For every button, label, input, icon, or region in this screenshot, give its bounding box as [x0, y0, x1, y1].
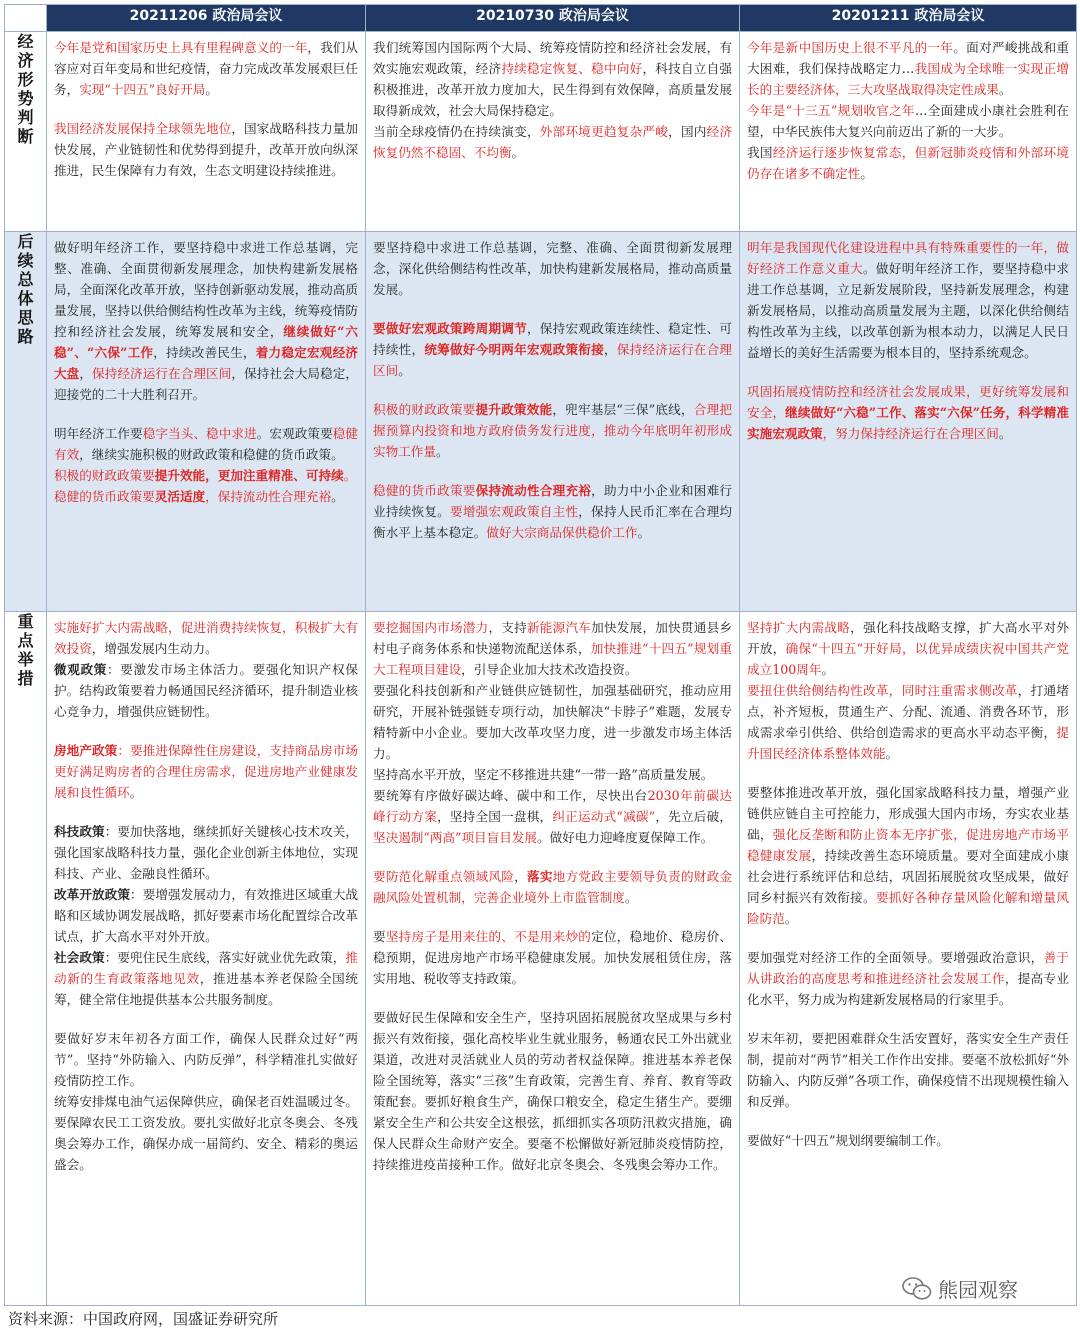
text-run: …全面建成小康社会胜利在望，中华民族伟大复兴向前迈出了新的一大步。 — [747, 103, 1069, 139]
text-run: ，保持宏观政策连续性、稳定性、可持续性， — [373, 321, 733, 357]
text-run: 稳健的货币政策要 — [54, 489, 155, 504]
text-run: 。面对严峻挑战和重大困难，我们保持战略定力… — [747, 40, 1070, 76]
text-run: 做好大宗商品保供稳价工作 — [486, 525, 638, 540]
text-run: ，推进基本养老保险全国统筹，健全常住地提供基本公共服务制度。 — [54, 971, 359, 1007]
column-header-20211206: 20211206 政治局会议 — [47, 5, 366, 32]
text-run: 确保“十四五”开好局，以优异成绩庆祝中国共产党成立100周年 — [747, 641, 1069, 677]
row-label-char: 势 — [17, 89, 34, 108]
paragraph — [373, 866, 732, 908]
text-run: 。做好电力迎峰度夏保障工作。 — [537, 830, 714, 845]
text-run: 今年是“十三五”规划收官之年 — [747, 103, 915, 118]
text-run: 要做好岁末年初各方面工作，确保人民群众过好“两节”。坚持“外防输入、内防反弹”，科学精准扎实做好疫情防控工作。 — [54, 1031, 358, 1088]
row-label-char: 济 — [17, 51, 34, 70]
text-run: ，努力保持经济运行在合理区间 — [822, 426, 999, 441]
text-run: 。 — [998, 82, 1012, 97]
header-corner — [5, 5, 47, 32]
text-run: 要加强党对经济工作的全面领导。要增强政治意识， — [747, 950, 1044, 965]
cell-situation-20211206 — [47, 32, 366, 232]
text-run: ， — [603, 342, 617, 357]
paragraph — [747, 782, 1069, 929]
text-run: ，继续实施积极的财政政策和稳健的货币政策。 — [79, 447, 344, 462]
text-run: 强化反垄断和防止资本无序扩张，促进房地产市场平稳健康发展 — [747, 827, 1070, 863]
text-run: 外部环境更趋复杂严峻 — [539, 124, 669, 139]
text-run: ，保持人民币汇率在合理均衡水平上基本稳定。 — [373, 504, 733, 540]
text-run: 明年经济工作要 — [54, 426, 143, 441]
paragraph — [54, 617, 358, 659]
text-run: 。 — [398, 363, 411, 378]
paragraph — [373, 764, 732, 785]
text-run: 要做好民生保障和安全生产，坚持巩固拓展脱贫攻坚成果与乡村振兴有效衔接，强化高校毕业生就业服务，畅通农民工外出就业渠道，改进对灵活就业人员的劳动者权益保障。推进基本养老保险全国统筹，落实“三孩”生育政策，完善生育、养育、教育等政策配套。要抓好粮食生产，确保口粮安全，稳定生猪生产。要绷紧安全生产和公共安全这根弦，抓细抓实各项防汛救灾措施，确保人民群众生命财产安全。要毫不松懈做好新冠肺炎疫情防控，持续推进疫苗接种工作。做好北京冬奥会、冬残奥会筹办工作。 — [373, 1010, 732, 1172]
paragraph-gap — [747, 1010, 1069, 1028]
paragraph — [54, 884, 358, 947]
cell-measures-20201211 — [740, 612, 1077, 1306]
text-run: 科技政策 — [54, 824, 105, 839]
text-run: 灵活适度 — [154, 489, 206, 504]
paragraph — [54, 659, 358, 722]
paragraph — [373, 617, 732, 680]
text-run: ：要推进保障性住房建设，支持商品房市场更好满足购房者的合理住房需求，促进房地产业健康发展和良性循环 — [54, 743, 359, 800]
paragraph-gap — [54, 722, 358, 740]
paragraph — [373, 680, 732, 764]
cell-measures-20211206 — [47, 612, 366, 1306]
text-run: 要坚持稳中求进工作总基调，完整、准确、全面贯彻新发展理念，深化供给侧结构性改革，加快构建新发展格局，推动高质量发展。 — [373, 240, 732, 297]
text-run: ，支持 — [488, 620, 527, 635]
paragraph — [373, 785, 732, 848]
paragraph — [747, 381, 1069, 444]
text-run: 我们统筹国内国际两个大局、统筹疫情防控和经济社会发展，有效实施宏观政策，经济 — [373, 40, 732, 76]
text-run: 微观政策 — [54, 662, 107, 677]
paragraph-gap — [747, 1112, 1069, 1130]
text-run: ，保持流动性合理充裕 — [205, 489, 332, 504]
text-run: 推动新的生育政策落地见效 — [54, 950, 359, 986]
text-run: ，保持社会大局稳定，迎接党的二十大胜利召开。 — [54, 366, 359, 402]
paragraph-gap — [373, 989, 732, 1007]
paragraph — [54, 486, 358, 507]
text-run: ，坚持全国一盘棋， — [437, 809, 553, 824]
text-run: 。 — [998, 426, 1012, 441]
paragraph — [373, 399, 732, 462]
row-label-char: 措 — [17, 669, 34, 688]
wechat-icon — [902, 1276, 932, 1302]
text-run: 当前全球疫情仍在持续演变， — [373, 124, 540, 139]
paragraph — [373, 926, 732, 989]
text-run: 加快发展，加快贯通县乡村电子商务体系和快递物流配送体系， — [373, 620, 733, 656]
paragraph — [54, 1028, 358, 1091]
paragraph — [373, 1007, 732, 1175]
text-run: 提升政策效能 — [475, 402, 553, 417]
text-run: 要做好“十四五”规划纲要编制工作。 — [747, 1133, 949, 1148]
row-label-economic-situation — [5, 32, 47, 232]
text-run: 。 — [860, 166, 873, 181]
text-run: 。 — [784, 911, 798, 926]
text-run: 。 — [129, 785, 143, 800]
text-run: 新能源汽车 — [526, 620, 592, 635]
text-run: ， — [514, 869, 527, 884]
text-run: ，提高专业化水平，努力成为构建新发展格局的行家里手。 — [747, 971, 1070, 1007]
paragraph — [747, 947, 1069, 1010]
text-run: 要增强宏观政策自主性 — [449, 504, 579, 519]
paragraph — [747, 1028, 1069, 1112]
watermark-text: 熊园观察 — [938, 1278, 1018, 1302]
text-run: 要防范化解重点领域风险 — [373, 869, 515, 884]
text-run: 坚持高水平开放，坚定不移推进共建“一带一路”高质量发展。 — [373, 767, 714, 782]
text-run: 实现“十四五”良好开局 — [79, 82, 206, 97]
cell-approach-20210730 — [366, 232, 740, 612]
paragraph — [54, 821, 358, 884]
paragraph — [373, 237, 732, 300]
text-run: ，国内 — [668, 124, 707, 139]
text-run: 。 — [511, 145, 525, 160]
paragraph — [54, 423, 358, 465]
paragraph — [747, 680, 1069, 764]
text-run: 。 — [343, 468, 357, 483]
cell-situation-20210730 — [366, 32, 740, 232]
row-label-char: 续 — [17, 251, 34, 270]
paragraph-gap — [747, 929, 1069, 947]
text-run: 稳健有效 — [54, 426, 359, 462]
text-run: 。 — [331, 489, 344, 504]
text-run: 要强化科技创新和产业链供应链韧性，加强基础研究，推动应用研究，开展补链强链专项行动，加快解决“卡脖子”难题，发展专精特新中小企业。要加大改革攻坚力度，进一步激发市场主体活力。 — [373, 683, 732, 761]
text-run: 要扭住供给侧结构性改革，同时注重需求侧改革 — [747, 683, 1018, 698]
paragraph — [747, 142, 1069, 184]
text-run: 。宏观政策要 — [256, 426, 333, 441]
text-run: ，科技自立自强积极推进，改革开放力度加大，民生得到有效保障，高质量发展取得新成效，社会大局保持稳定。 — [373, 61, 733, 118]
text-run: 保持经济运行在合理区间 — [373, 342, 733, 378]
text-run: ：要激发市场主体活力。要强化知识产权保护。结构政策要着力畅通国民经济循环，提升制造业核心竞争力，增强供应链韧性。 — [54, 662, 359, 719]
paragraph-gap — [373, 848, 732, 866]
paragraph — [54, 118, 358, 181]
text-run: 。 — [205, 82, 219, 97]
row-label-char: 断 — [17, 127, 34, 146]
text-run: 要挖掘国内市场潜力 — [373, 620, 489, 635]
text-run: ，我们从容应对百年变局和世纪疫情，奋力完成改革发展艰巨任务， — [54, 40, 359, 97]
text-run: ，国家战略科技力量加快发展，产业链韧性和优势得到提升，改革开放向纵深推进，民生保障有力有效，生态文明建设持续推进。 — [54, 121, 359, 178]
row-label-char: 后 — [17, 232, 34, 251]
paragraph-gap — [373, 381, 732, 399]
text-run: ，引导企业加大技术改造投资。 — [461, 662, 638, 677]
comparison-table — [4, 4, 1077, 1306]
source-note: 资料来源：中国政府网，国盛证券研究所 — [8, 1310, 279, 1328]
paragraph — [54, 237, 358, 405]
text-run: 提升效能，更加注重精准、可持续 — [154, 468, 344, 483]
row-label-overall-approach — [5, 232, 47, 612]
paragraph — [747, 100, 1069, 142]
paragraph-gap — [54, 803, 358, 821]
text-run: 合理把握预算内投资和地方政府债务发行进度，推动今年底明年初形成实物工作量 — [373, 402, 733, 459]
paragraph-gap — [54, 1010, 358, 1028]
text-run: 。 — [624, 890, 638, 905]
text-run: ，打通堵点，补齐短板，贯通生产、分配、流通、消费各环节，形成需求牵引供给、供给创造需求的更高水平动态平衡， — [747, 683, 1070, 740]
text-run: 经济运行逐步恢复常态，但新冠肺炎疫情和外部环境仍存在诸多不确定性 — [747, 145, 1070, 181]
paragraph-gap — [747, 764, 1069, 782]
text-run: 我国成为全球唯一实现正增长的主要经济体，三大攻坚战取得决定性成果 — [747, 61, 1070, 97]
text-run: 保持流动性合理充裕 — [475, 483, 592, 498]
text-run: 要 — [373, 929, 386, 944]
text-run: ，助力中小企业和困难行业持续恢复。 — [373, 483, 733, 519]
paragraph — [373, 37, 732, 121]
paragraph — [54, 740, 358, 803]
row-label-char: 举 — [17, 650, 34, 669]
text-run: 要统筹有序做好碳达峰、碳中和工作，尽快出台 — [373, 788, 648, 803]
paragraph — [747, 37, 1069, 100]
text-run: 稳健的货币政策要 — [373, 483, 476, 498]
text-run: 要抓好各种存量风险化解和增量风险防范 — [747, 890, 1070, 926]
text-run: 2030年前碳达峰行动方案 — [373, 788, 733, 824]
text-run: ，持续改善生态环境质量。要对全面建成小康社会进行系统评估和总结，巩固拓展脱贫攻坚成果，做好同乡村振兴有效衔接。 — [747, 848, 1070, 905]
text-run: ， — [79, 366, 93, 381]
paragraph-gap — [54, 100, 358, 118]
text-run: 经济恢复仍然不稳固、不均衡 — [373, 124, 733, 160]
text-run: 积极的财政政策要 — [373, 402, 476, 417]
column-header-20201211: 20201211 政治局会议 — [740, 5, 1077, 32]
text-run: 。 — [821, 662, 835, 677]
row-label-char: 判 — [17, 108, 34, 127]
text-run: ，先立后破， — [655, 809, 733, 824]
text-run: ，持续改善民生， — [153, 345, 256, 360]
column-header-20210730: 20210730 政治局会议 — [366, 5, 740, 32]
text-run: 纠正运动式“减碳” — [552, 809, 656, 824]
row-label-char: 总 — [17, 270, 34, 289]
paragraph — [747, 1130, 1069, 1151]
text-run: 今年是党和国家历史上具有里程碑意义的一年 — [54, 40, 308, 55]
text-run: 持续稳定恢复、稳中向好 — [501, 61, 643, 76]
paragraph-gap — [373, 908, 732, 926]
row-label-key-measures — [5, 612, 47, 1306]
paragraph — [373, 318, 732, 381]
paragraph — [54, 1091, 358, 1175]
text-run: 要整体推进改革开放，强化国家战略科技力量，增强产业链供应链自主可控能力，形成强大国内市场，夯实农业基础， — [747, 785, 1069, 842]
text-run: 巩固拓展疫情防控和经济社会发展成果，更好统筹发展和安全， — [747, 384, 1069, 420]
text-run: 要做好宏观政策跨周期调节 — [373, 321, 527, 336]
row-label-char: 点 — [17, 631, 34, 650]
text-run: ，增强发展内生动力。 — [91, 641, 218, 656]
text-run: 做好明年经济工作，要坚持稳中求进工作总基调，完整、准确、全面贯彻新发展理念，加快构建新发展格局，全面深化改革开放，坚持创新驱动发展，推动高质量发展，坚持以供给侧结构性改革为主线，统筹疫情防控和经济社会发展，统筹发展和安全， — [54, 240, 358, 339]
text-run: 。 — [435, 444, 449, 459]
text-run: 。做好明年经济工作，要坚持稳中求进工作总基调，立足新发展阶段，坚持新发展理念，构建新发展格局，以推动高质量发展为主题，以深化供给侧结构性改革为主线，以改革创新为根本动力，以满足人民日益增长的美好生活需要为根本目的，坚持系统观念。 — [747, 261, 1070, 360]
text-run: ，强化科技战略支撑，扩大高水平对外开放， — [747, 620, 1070, 656]
row-label-char: 重 — [17, 612, 34, 631]
cell-approach-20201211 — [740, 232, 1077, 612]
text-run: 。 — [885, 746, 899, 761]
text-run: 房地产政策 — [54, 743, 118, 758]
paragraph-gap — [54, 405, 358, 423]
text-run: 改革开放政策 — [54, 887, 131, 902]
text-run: 落实 — [526, 869, 553, 884]
text-run: 继续做好“六稳”、“六保”工作 — [54, 324, 358, 360]
paragraph — [373, 480, 732, 543]
text-run: 着力稳定宏观经济大盘 — [54, 345, 359, 381]
text-run: 社会政策 — [54, 950, 105, 965]
text-run: 继续做好“六稳”工作、落实“六保”任务，科学精准实施宏观政策 — [747, 405, 1069, 441]
paragraph — [747, 237, 1069, 363]
text-run: 坚持房子是用来住的、不是用来炒的 — [385, 929, 592, 944]
text-run: 积极的财政政策要 — [54, 468, 155, 483]
text-run: 地方党政主要领导负责的财政金融风险处置机制，完善企业境外上市监管制度 — [373, 869, 733, 905]
text-run: 我国 — [747, 145, 773, 160]
text-run: 坚持扩大内需战略 — [747, 620, 851, 635]
cell-situation-20201211 — [740, 32, 1077, 232]
row-label-char: 路 — [17, 327, 34, 346]
text-run: 明年是我国现代化建设进程中具有特殊重要性的一年，做好经济工作意义重大 — [747, 240, 1069, 276]
text-run: 统筹安排煤电油气运保障供应，确保老百姓温暖过冬。要保障农民工工资发放。要扎实做好北京冬奥会、冬残奥会筹办工作，确保办成一届简约、安全、精彩的奥运盛会。 — [54, 1094, 358, 1172]
cell-approach-20211206 — [47, 232, 366, 612]
paragraph — [54, 37, 358, 100]
text-run: ：要兜住民生底线，落实好就业优先政策， — [104, 950, 346, 965]
text-run: 提升国民经济体系整体效能 — [747, 725, 1069, 761]
text-run: 统筹做好今明两年宏观政策衔接 — [424, 342, 604, 357]
paragraph-gap — [373, 462, 732, 480]
text-run: 善于从讲政治的高度思考和推进经济社会发展工作 — [747, 950, 1070, 986]
text-run: 保持经济运行在合理区间 — [92, 366, 232, 381]
paragraph — [373, 121, 732, 163]
text-run: 。 — [637, 525, 651, 540]
text-run: 岁末年初，要把困难群众生活安置好，落实安全生产责任制，提前对“两节”相关工作作出安排。要毫不放松抓好“外防输入、内防反弹”各项工作，确保疫情不出现规模性输入和反弹。 — [747, 1031, 1069, 1109]
text-run: 今年是新中国历史上很不平凡的一年 — [747, 40, 954, 55]
paragraph — [747, 617, 1069, 680]
text-run: ，兜牢基层“三保”底线， — [552, 402, 694, 417]
text-run: 稳字当头、稳中求进 — [142, 426, 257, 441]
text-run: 实施好扩大内需战略，促进消费持续恢复，积极扩大有效投资 — [54, 620, 358, 656]
text-run: 我国经济发展保持全球领先地位 — [54, 121, 232, 136]
row-label-char: 体 — [17, 289, 34, 308]
text-run: 加快推进“十四五”规划重大工程项目建设 — [373, 641, 732, 677]
cell-measures-20210730 — [366, 612, 740, 1306]
row-label-char: 思 — [17, 308, 34, 327]
text-run: ：要增强发展动力，有效推进区域重大战略和区域协调发展战略，抓好要素市场化配置综合改革试点，扩大高水平对外开放。 — [54, 887, 359, 944]
row-label-char: 形 — [17, 70, 34, 89]
text-run: ：要加快落地，继续抓好关键核心技术攻关，强化国家战略科技力量，强化企业创新主体地位，实现科技、产业、金融良性循环。 — [54, 824, 359, 881]
text-run: 坚决遏制“两高”项目盲目发展 — [373, 830, 538, 845]
paragraph-gap — [373, 300, 732, 318]
text-run: 定位，稳地价、稳房价、稳预期，促进房地产市场平稳健康发展。加快发展租赁住房，落实用地、税收等支持政策。 — [373, 929, 733, 986]
paragraph — [54, 465, 358, 486]
wechat-watermark — [898, 1272, 1022, 1305]
paragraph-gap — [747, 363, 1069, 381]
paragraph — [54, 947, 358, 1010]
row-label-char: 经 — [17, 32, 34, 51]
